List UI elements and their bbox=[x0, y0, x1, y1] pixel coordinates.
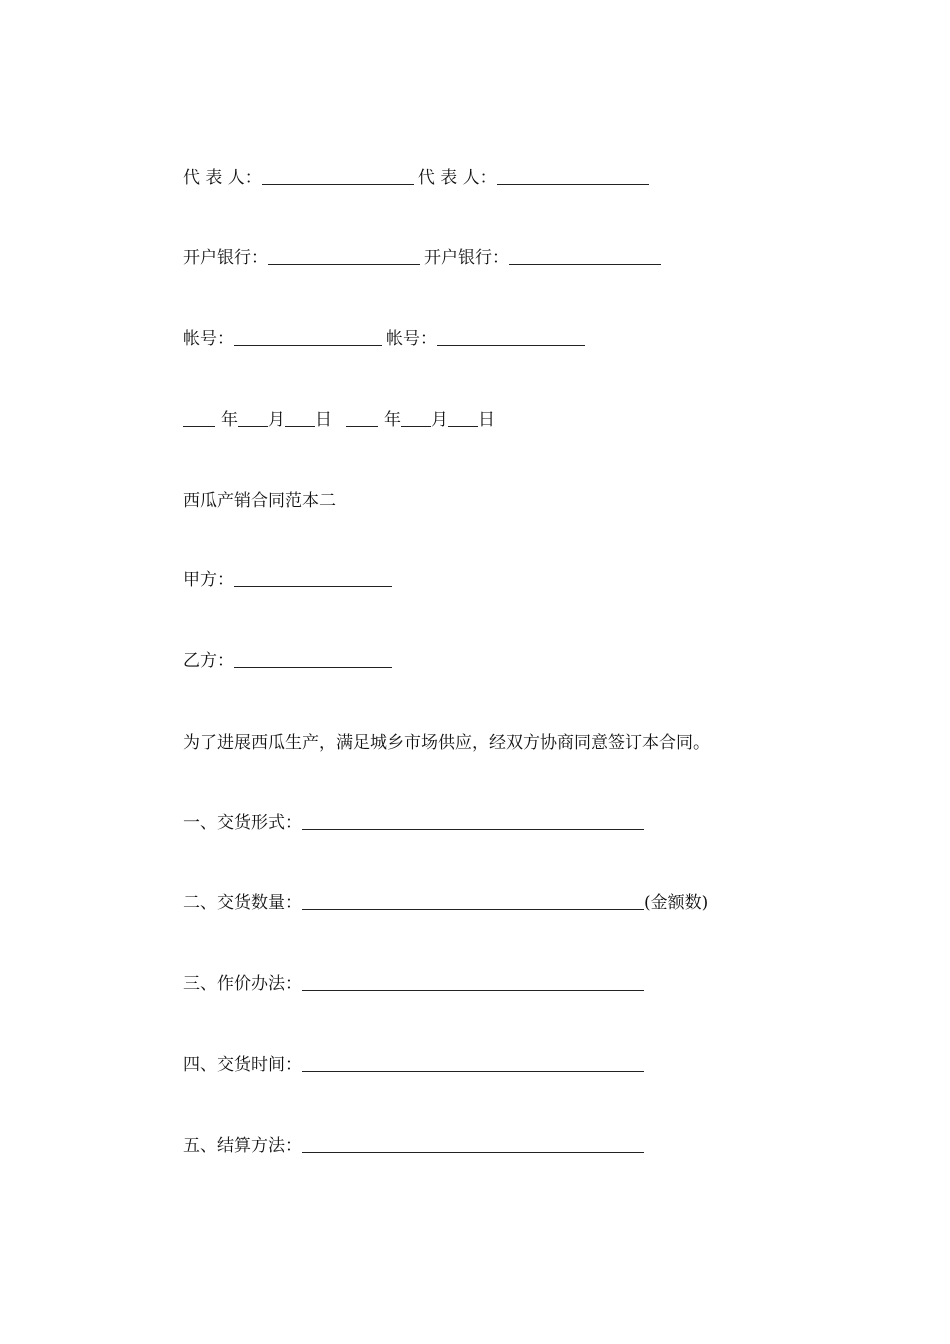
clause-row bbox=[183, 811, 644, 835]
representative-label-b: 代 表 人： bbox=[417, 168, 497, 188]
clause-label: 三、作价办法： bbox=[183, 974, 302, 994]
intro-row bbox=[183, 731, 710, 755]
day-blank-a[interactable] bbox=[285, 408, 315, 427]
party-b-row bbox=[183, 649, 392, 673]
month-blank-b[interactable] bbox=[401, 408, 431, 427]
bank-label-a: 开户银行： bbox=[183, 248, 268, 268]
account-label-b: 帐号： bbox=[386, 329, 437, 349]
clause-label: 四、交货时间： bbox=[183, 1055, 302, 1075]
intro-text: 为了进展西瓜生产，满足城乡市场供应，经双方协商同意签订本合同。 bbox=[183, 733, 710, 753]
year-blank-a[interactable] bbox=[183, 408, 215, 427]
clause-row bbox=[183, 891, 708, 915]
bank-blank-a[interactable] bbox=[268, 246, 420, 265]
account-blank-a[interactable] bbox=[234, 327, 382, 346]
representative-label-a: 代 表 人： bbox=[183, 168, 262, 188]
clause-blank[interactable] bbox=[302, 811, 644, 830]
day-blank-b[interactable] bbox=[448, 408, 478, 427]
party-a-row bbox=[183, 568, 392, 592]
year-blank-b[interactable] bbox=[346, 408, 378, 427]
clause-row bbox=[183, 1134, 644, 1158]
clause-label: 一、交货形式： bbox=[183, 813, 302, 833]
party-b-label: 乙方： bbox=[183, 651, 234, 671]
month-blank-a[interactable] bbox=[238, 408, 268, 427]
account-blank-b[interactable] bbox=[437, 327, 585, 346]
party-a-label: 甲方： bbox=[183, 570, 234, 590]
account-row bbox=[183, 327, 585, 351]
bank-label-b: 开户银行： bbox=[424, 248, 509, 268]
year-label-b: 年 bbox=[384, 410, 401, 430]
contract-title-row bbox=[183, 489, 336, 513]
clause-blank[interactable] bbox=[302, 891, 644, 910]
party-b-blank[interactable] bbox=[234, 649, 392, 668]
clause-row bbox=[183, 1053, 644, 1077]
day-label-a: 日 bbox=[315, 410, 332, 430]
clause-label: 五、结算方法： bbox=[183, 1136, 302, 1156]
month-label-a: 月 bbox=[268, 410, 285, 430]
day-label-b: 日 bbox=[478, 410, 495, 430]
clause-blank[interactable] bbox=[302, 1053, 644, 1072]
date-row bbox=[183, 408, 495, 432]
clause-label: 二、交货数量： bbox=[183, 893, 302, 913]
representative-blank-b[interactable] bbox=[497, 166, 649, 185]
party-a-blank[interactable] bbox=[234, 568, 392, 587]
clause-row bbox=[183, 972, 644, 996]
representative-row bbox=[183, 166, 649, 190]
clause-suffix: (金额数) bbox=[644, 893, 709, 913]
clause-blank[interactable] bbox=[302, 972, 644, 991]
contract-title: 西瓜产销合同范本二 bbox=[183, 491, 336, 511]
bank-row bbox=[183, 246, 661, 270]
month-label-b: 月 bbox=[431, 410, 448, 430]
representative-blank-a[interactable] bbox=[262, 166, 414, 185]
clause-blank[interactable] bbox=[302, 1134, 644, 1153]
account-label-a: 帐号： bbox=[183, 329, 234, 349]
year-label-a: 年 bbox=[221, 410, 238, 430]
bank-blank-b[interactable] bbox=[509, 246, 661, 265]
